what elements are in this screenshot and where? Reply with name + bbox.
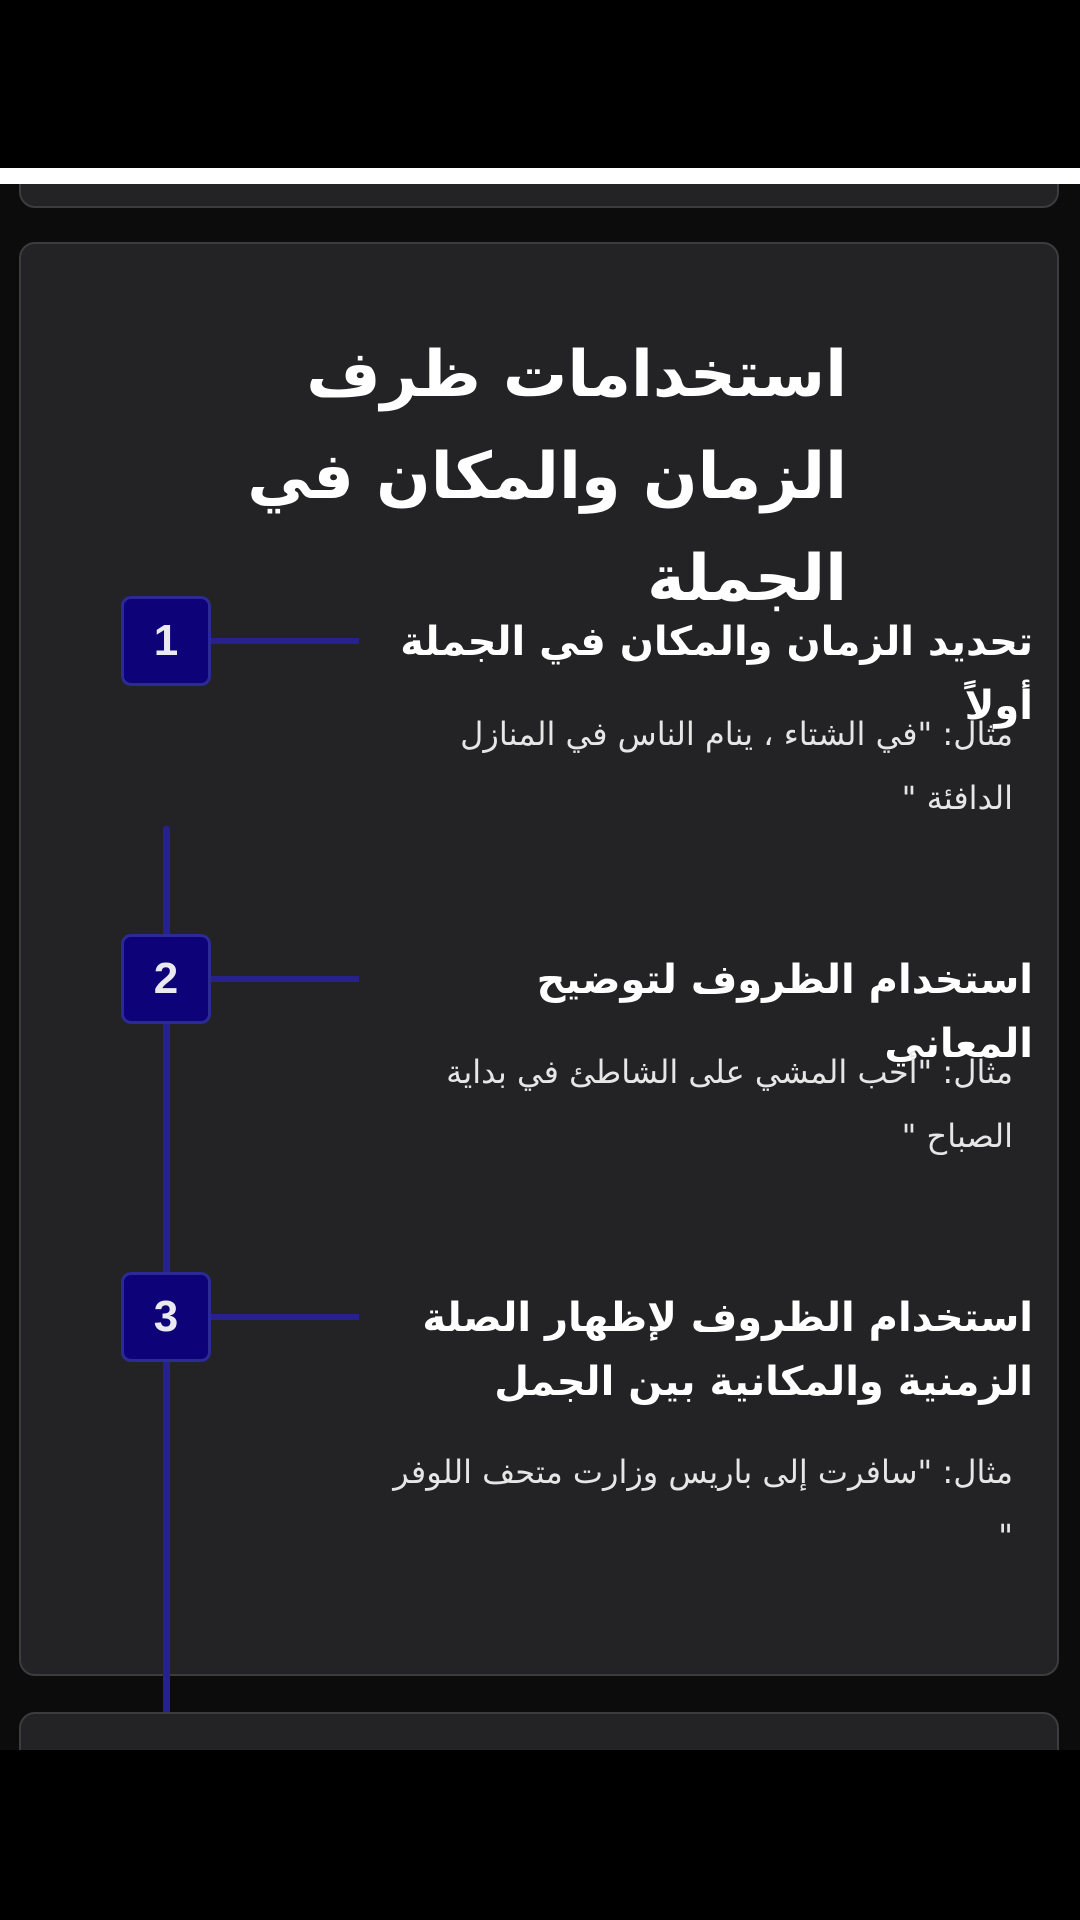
top-divider (0, 168, 1080, 184)
step-3-connector (211, 1314, 359, 1320)
previous-card (19, 184, 1059, 208)
bottom-bar-area (0, 1750, 1080, 1920)
step-1-title: تحديد الزمان والمكان في الجملة أولاً (400, 619, 1033, 729)
step-3-title: استخدام الظروف لإظهار الصلة الزمنية والمكانية بين الجمل (422, 1295, 1033, 1405)
step-3-number-badge: 3 (121, 1272, 211, 1362)
step-3-example: مثال: "سافرت إلى باريس وزارت متحف اللوفر " (393, 1453, 1013, 1555)
card-title: استخدامات ظرف الزمان والمكان في الجملة (247, 338, 847, 616)
step-1-number-badge: 1 (121, 596, 211, 686)
step-1-connector (211, 638, 359, 644)
timeline-card (19, 242, 1059, 1676)
step-1-example: مثال: "في الشتاء ، ينام الناس في المنازل الدافئة " (460, 715, 1013, 817)
next-card (19, 1712, 1059, 1750)
scroll-content[interactable] (0, 184, 1080, 1750)
step-2-connector (211, 976, 359, 982)
step-2-number-badge: 2 (121, 934, 211, 1024)
status-bar-area (0, 0, 1080, 168)
step-2-example: مثال: "أحب المشي على الشاطئ في بداية الصباح " (446, 1053, 1013, 1155)
step-2-title: استخدام الظروف لتوضيح المعاني (536, 957, 1033, 1067)
